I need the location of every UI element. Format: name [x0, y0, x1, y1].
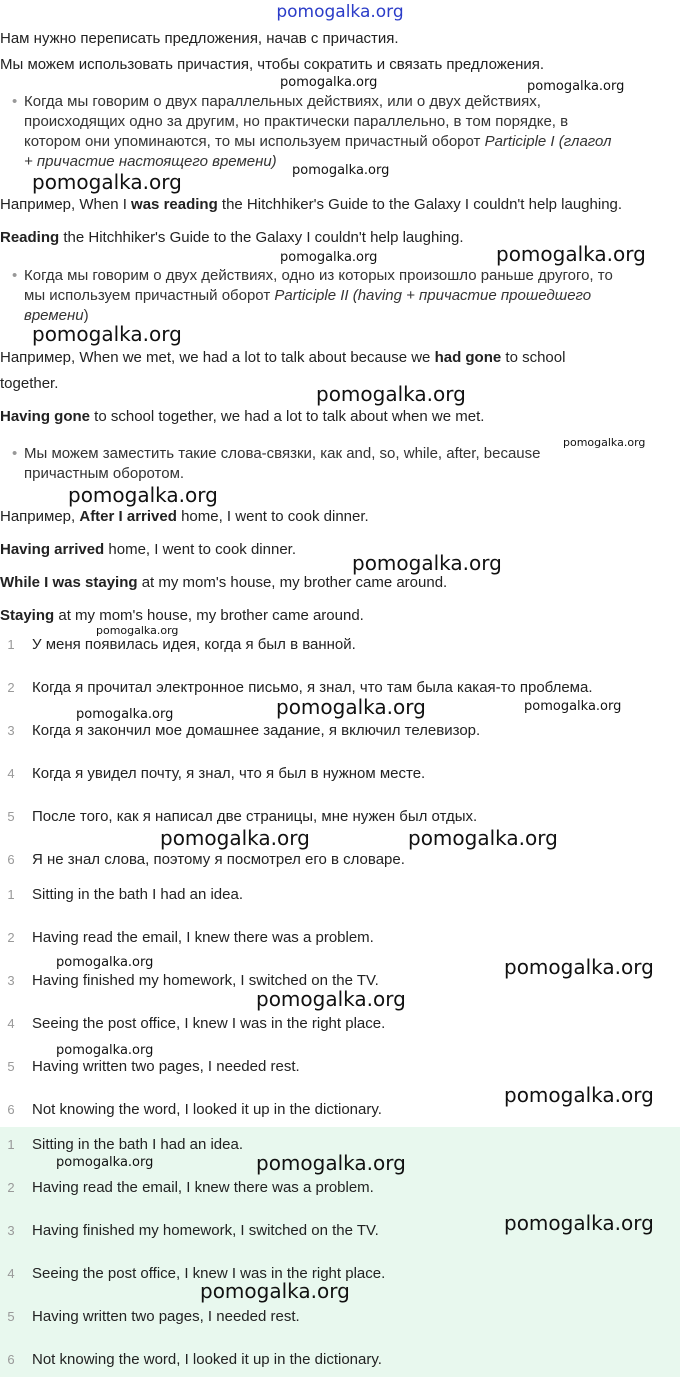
item-number: 4	[7, 766, 15, 781]
list-item: Sitting in the bath I had an idea.	[32, 1136, 243, 1153]
watermark: pomogalka.org	[408, 826, 558, 850]
item-number: 6	[7, 852, 15, 867]
list-item: Not knowing the word, I looked it up in the dictionary.	[32, 1101, 382, 1118]
watermark: pomogalka.org	[316, 382, 466, 406]
intro-line-1: Нам нужно переписать предложения, начав с причастия.	[0, 30, 399, 47]
watermark: pomogalka.org	[280, 250, 378, 265]
item-number: 2	[7, 930, 15, 945]
watermark: pomogalka.org	[276, 695, 426, 719]
watermark: pomogalka.org	[32, 170, 182, 194]
watermark: pomogalka.org	[496, 242, 646, 266]
list-item: Когда я увидел почту, я знал, что я был в нужном месте.	[32, 765, 426, 782]
bullet-1-text: Когда мы говорим о двух параллельных действиях, или о двух действиях, происходящих одно за другим, но практически параллельно, в том порядке, в котором они упоминаются, то мы используем причастный оборот	[24, 93, 569, 150]
example-2-rewritten: Having gone to school together, we had a lot to talk about when we met.	[0, 408, 485, 425]
list-item: После того, как я написал две страницы, мне нужен был отдых.	[32, 808, 478, 825]
watermark: pomogalka.org	[56, 955, 154, 970]
example-1: Например, When I was reading the Hitchhiker's Guide to the Galaxy I couldn't help laughing.	[0, 196, 623, 213]
watermark: pomogalka.org	[256, 987, 406, 1011]
item-number: 1	[7, 637, 15, 652]
example-4-rewritten: Staying at my mom's house, my brother came around.	[0, 607, 364, 624]
example-1-rewritten: Reading the Hitchhiker's Guide to the Galaxy I couldn't help laughing.	[0, 229, 464, 246]
watermark: pomogalka.org	[504, 1083, 654, 1107]
watermark: pomogalka.org	[352, 551, 502, 575]
example-4: While I was staying at my mom's house, my brother came around.	[0, 574, 448, 591]
item-number: 2	[7, 680, 15, 695]
watermark: pomogalka.org	[256, 1151, 406, 1175]
item-number: 4	[7, 1266, 15, 1281]
rule-bullet-3	[12, 444, 672, 484]
item-number: 1	[7, 1137, 15, 1152]
example-3: Например, After I arrived home, I went to cook dinner.	[0, 508, 369, 525]
list-item: Having finished my homework, I switched on the TV.	[32, 1222, 379, 1239]
watermark: pomogalka.org	[504, 955, 654, 979]
item-number: 3	[7, 1223, 15, 1238]
watermark: pomogalka.org	[68, 483, 218, 507]
rule-bullet-1	[12, 92, 672, 172]
list-item: У меня появилась идея, когда я был в ванной.	[32, 636, 356, 653]
bullet-3-text: Мы можем заместить такие слова-связки, как and, so, while, after, because причастным оборотом.	[24, 445, 541, 482]
item-number: 3	[7, 723, 15, 738]
example-3-rewritten: Having arrived home, I went to cook dinner.	[0, 541, 296, 558]
item-number: 6	[7, 1102, 15, 1117]
list-item: Having written two pages, I needed rest.	[32, 1308, 300, 1325]
watermark: pomogalka.org	[56, 1155, 154, 1170]
item-number: 4	[7, 1016, 15, 1031]
watermark: pomogalka.org	[96, 624, 179, 637]
bullet-dot-icon: •	[12, 445, 18, 462]
watermark: pomogalka.org	[160, 826, 310, 850]
list-item: Seeing the post office, I knew I was in the right place.	[32, 1265, 386, 1282]
bullet-1-formula: Participle I (глагол + причастие настоящего времени)	[24, 133, 612, 170]
list-item: Seeing the post office, I knew I was in the right place.	[32, 1015, 386, 1032]
example-2: Например, When we met, we had a lot to talk about because we had gone to school	[0, 349, 566, 366]
list-item: Я не знал слова, поэтому я посмотрел его в словаре.	[32, 851, 405, 868]
item-number: 1	[7, 887, 15, 902]
watermark: pomogalka.org	[32, 322, 182, 346]
site-header-link[interactable]: pomogalka.org	[276, 2, 404, 22]
item-number: 2	[7, 1180, 15, 1195]
list-item: Having read the email, I knew there was a problem.	[32, 929, 374, 946]
list-item: Having written two pages, I needed rest.	[32, 1058, 300, 1075]
intro-line-2: Мы можем использовать причастия, чтобы сократить и связать предложения.	[0, 56, 545, 73]
item-number: 5	[7, 809, 15, 824]
rule-bullet-2: • Когда мы говорим о двух действиях, одно из которых произошло раньше другого, то мы используем причастный оборот Participle II (having + причастие прошедшего времени)	[12, 267, 613, 324]
list-item: Having read the email, I knew there was a problem.	[32, 1179, 374, 1196]
item-number: 3	[7, 973, 15, 988]
list-item: Sitting in the bath I had an idea.	[32, 886, 243, 903]
list-item: Having finished my homework, I switched on the TV.	[32, 972, 379, 989]
watermark: pomogalka.org	[504, 1211, 654, 1235]
watermark: pomogalka.org	[280, 75, 378, 90]
watermark: pomogalka.org	[200, 1279, 350, 1303]
watermark: pomogalka.org	[56, 1043, 154, 1058]
list-item: Not knowing the word, I looked it up in the dictionary.	[32, 1351, 382, 1368]
watermark: pomogalka.org	[76, 707, 174, 722]
watermark: pomogalka.org	[292, 163, 390, 178]
bullet-2-formula: Participle II (having + причастие прошедшего времени	[24, 287, 592, 324]
bullet-2-text: Когда мы говорим о двух действиях, одно из которых произошло раньше другого, то мы используем причастный оборот	[24, 267, 613, 304]
item-number: 6	[7, 1352, 15, 1367]
watermark: pomogalka.org	[524, 699, 622, 714]
item-number: 5	[7, 1059, 15, 1074]
watermark: pomogalka.org	[527, 79, 625, 94]
bullet-dot-icon: •	[12, 267, 18, 284]
list-item: Когда я закончил мое домашнее задание, я включил телевизор.	[32, 722, 481, 739]
item-number: 5	[7, 1309, 15, 1324]
list-item: Когда я прочитал электронное письмо, я знал, что там была какая-то проблема.	[32, 679, 593, 696]
example-2-line-2: together.	[0, 375, 59, 392]
watermark: pomogalka.org	[563, 436, 646, 449]
bullet-dot-icon: •	[12, 93, 18, 110]
